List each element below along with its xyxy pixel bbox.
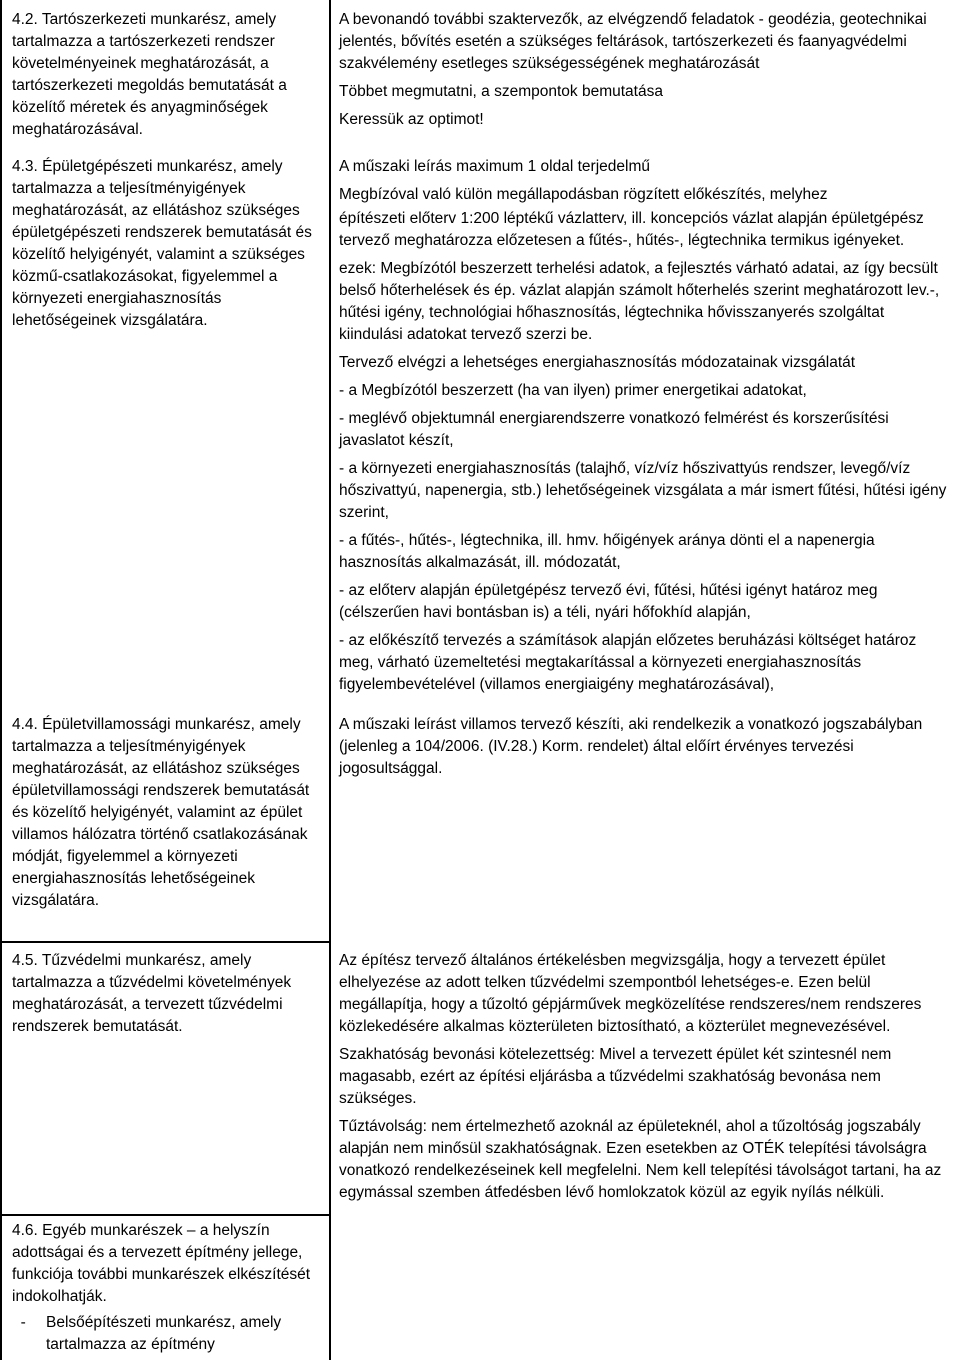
note-paragraph: Többet megmutatni, a szempontok bemutatása: [339, 83, 663, 100]
list-item: [12, 1312, 312, 1356]
section-4-5-notes: [339, 950, 951, 1210]
section-4-5-text: 4.5. Tűzvédelmi munkarész, amely tartalmazza a tűzvédelmi követelmények meghatározását, a tervezett tűzvédelmi rendszerek bemutatását.: [12, 952, 292, 1035]
section-4-2-notes: [339, 9, 951, 137]
section-4-6-title: [12, 1220, 312, 1356]
section-4-2-text: 4.2. Tartószerkezeti munkarész, amely tartalmazza a tartószerkezeti rendszer követelményeinek meghatározását, a tartószerkezeti megoldás bemutatását a közelítő méretek és anyagminőségek meghatározásával.: [12, 11, 287, 138]
note-paragraph: - meglévő objektumnál energiarendszerre vonatkozó felmérést és korszerűsítési javaslatot készít,: [339, 410, 889, 449]
note-paragraph: Az építész tervező általános értékelésben megvizsgálja, hogy a tervezett épület elhelyezése az adott telken tűzvédelmi szempontból lehetséges-e. Ezen belül megállapítja, hogy a tűzoltó gépjárművek megközelítése rendszeres/nem rendszeres közlekedésére alkalmas közterületen biztosítható, a közterület megnevezésével.: [339, 952, 922, 1035]
section-4-3-text: 4.3. Épületgépészeti munkarész, amely tartalmazza a teljesítményigények meghatározását, az ellátáshoz szükséges épületgépészeti rendszerek bemutatását és közelítő helyigényét, valamint a szükséges közmű-csatlakozásokat, figyelemmel a környezeti energiahasznosítás lehetőségeinek vizsgálatára.: [12, 158, 312, 329]
note-paragraph: építészeti előterv 1:200 léptékű vázlatterv, ill. koncepciós vázlat alapján épületgépész tervező meghatározza előzetesen a fűtés-, hűtés-, légtechnika termikus igényeket.: [339, 210, 924, 249]
note-paragraph: Megbízóval való külön megállapodásban rögzített előkészítés, melyhez: [339, 186, 828, 203]
note-paragraph: A műszaki leírást villamos tervező készíti, aki rendelkezik a vonatkozó jogszabályban (jelenleg a 104/2006. (IV.28.) Korm. rendelet) által előírt érvényes tervezési jogosultsággal.: [339, 716, 923, 777]
list-item-text: Belsőépítészeti munkarész, amely tartalmazza az építmény: [46, 1314, 282, 1353]
row-divider: [0, 1214, 329, 1216]
note-paragraph: - az előterv alapján épületgépész tervező évi, fűtési, hűtési igényt határoz meg (célszerűen havi bontásban is) a téli, nyári hőfokhíd alapján,: [339, 582, 878, 621]
note-paragraph: - az előkészítő tervezés a számítások alapján előzetes beruházási költséget határoz meg, várható üzemeltetési megtakarítással a környezeti energiahasznosítás figyelembevételével (villamos energiaigény meghatározásával),: [339, 632, 917, 693]
section-4-4-title: [12, 714, 312, 912]
list-bullet: -: [12, 1314, 26, 1331]
note-paragraph: ezek: Megbízótól beszerzett terhelési adatok, a fejlesztés várható adatai, az így becsült belső hőterhelések és ép. vázlat alapján számolt hőterhelés szerint meghatározott lev.-, hűtési igény, technológiai hőhasznosítás, légtechnika hővisszanyerés szolgáltat kiindulási adatokat tervező szerzi be.: [339, 260, 940, 343]
table-border-left: [0, 0, 2, 1360]
note-paragraph: Tűztávolság: nem értelmezhető azoknál az épületeknél, ahol a tűzoltóság jogszabály alapján nem minősül szakhatóságnak. Ezen esetekben az OTÉK telepítési távolságra vonatkozó rendelkezéseinek kell megfelelni. Nem kell telepítési távolságot tartani, ha az egymással szemben átfedésben lévő homlokzatok közül az egyik nyílás nélküli.: [339, 1118, 942, 1201]
note-paragraph: Szakhatóság bevonási kötelezettség: Mivel a tervezett épület két szintesnél nem magasabb, ezért az építési eljárásba a tűzvédelmi szakhatóság bevonása nem szükséges.: [339, 1046, 892, 1107]
note-paragraph: Tervező elvégzi a lehetséges energiahasznosítás módozatainak vizsgálatát: [339, 354, 856, 371]
section-4-3-title: [12, 156, 312, 332]
row-divider: [0, 941, 329, 943]
note-paragraph: A műszaki leírás maximum 1 oldal terjedelmű: [339, 158, 650, 175]
section-4-5-title: [12, 950, 312, 1038]
column-divider: [329, 0, 331, 1360]
section-4-4-text: 4.4. Épületvillamossági munkarész, amely tartalmazza a teljesítményigények meghatározását, az ellátáshoz szükséges épületvillamossági rendszerek bemutatását és közelítő helyigényét, valamint az épület villamos hálózatra történő csatlakozásának módját, figyelemmel a környezeti energiahasznosítás lehetőségeinek vizsgálatára.: [12, 716, 310, 909]
note-paragraph: - a környezeti energiahasznosítás (talajhő, víz/víz hőszivattyús rendszer, levegő/víz hőszivattyú, napenergia, stb.) lehetőségeinek vizsgálata a már ismert fűtési, hűtési igény szerint,: [339, 460, 947, 521]
section-4-4-notes: [339, 714, 951, 786]
note-paragraph: A bevonandó további szaktervezők, az elvégzendő feladatok - geodézia, geotechnikai jelentés, bővítés esetén a szükséges feltárások, tartószerkezeti és faanyagvédelmi szakvélemény esetleges szükségességének meghatározását: [339, 11, 927, 72]
note-paragraph: - a fűtés-, hűtés-, légtechnika, ill. hmv. hőigények aránya dönti el a napenergia hasznosítás alkalmazását, ill. módozatát,: [339, 532, 875, 571]
section-4-2-title: [12, 9, 312, 141]
section-4-3-notes: [339, 156, 951, 702]
note-paragraph: - a Megbízótól beszerzett (ha van ilyen) primer energetikai adatokat,: [339, 382, 807, 399]
note-paragraph: Keressük az optimot!: [339, 111, 484, 128]
section-4-6-text: 4.6. Egyéb munkarészek – a helyszín adottságai és a tervezett építmény jellege, funkciója további munkarészek elkészítését indokolhatják.: [12, 1222, 311, 1305]
